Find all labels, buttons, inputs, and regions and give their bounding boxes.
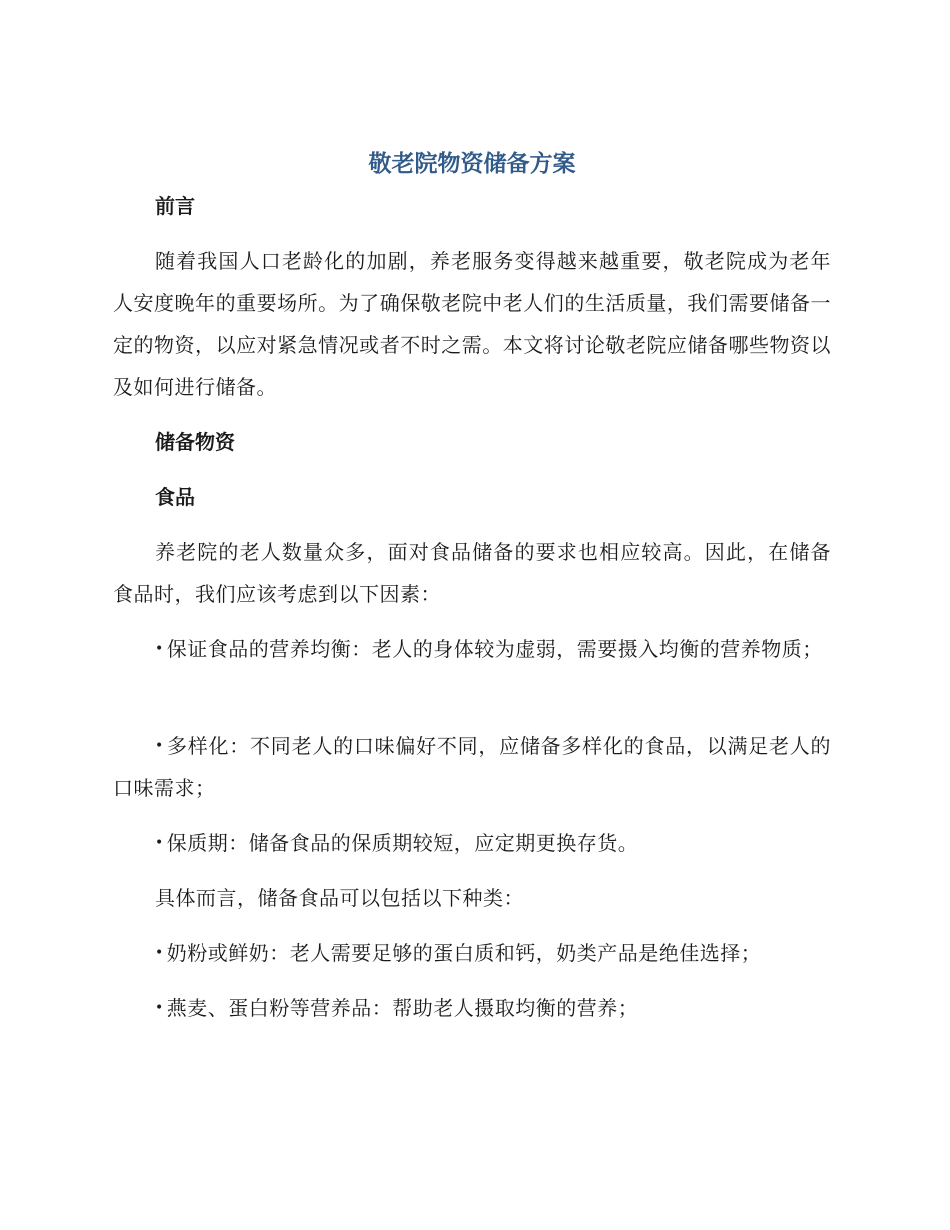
list-item-factor-3	[113, 822, 831, 864]
heading-food: 食品	[155, 485, 195, 509]
list-item-food-type-2	[113, 987, 831, 1029]
bullet-icon: •	[155, 738, 164, 754]
bullet-icon: •	[155, 945, 164, 961]
list-item-factor-2	[113, 725, 831, 809]
list-item-text: 多样化：不同老人的口味偏好不同，应储备多样化的食品，以满足老人的口味需求；	[113, 734, 831, 800]
bullet-icon: •	[155, 641, 164, 657]
paragraph-food-types-intro: 具体而言，储备食品可以包括以下种类：	[155, 886, 524, 910]
paragraph-preface: 随着我国人口老龄化的加剧，养老服务变得越来越重要，敬老院成为老年人安度晚年的重要场所。为了确保敬老院中老人们的生活质量，我们需要储备一定的物资，以应对紧急情况或者不时之需。本文将讨论敬老院应储备哪些物资以及如何进行储备。	[113, 249, 831, 399]
bullet-icon: •	[155, 1000, 164, 1016]
list-item-text: 奶粉或鲜奶：老人需要足够的蛋白质和钙，奶类产品是绝佳选择；	[166, 941, 762, 965]
document-title: 敬老院物资储备方案	[368, 151, 576, 177]
heading-supplies: 储备物资	[155, 430, 235, 454]
list-item-factor-1	[113, 628, 831, 670]
list-item-text: 保证食品的营养均衡：老人的身体较为虚弱，需要摄入均衡的营养物质；	[166, 637, 823, 661]
list-item-text: 保质期：储备食品的保质期较短，应定期更换存货。	[166, 831, 639, 855]
heading-preface: 前言	[155, 194, 195, 218]
list-item-text: 燕麦、蛋白粉等营养品：帮助老人摄取均衡的营养；	[166, 996, 639, 1020]
paragraph-food-intro: 养老院的老人数量众多，面对食品储备的要求也相应较高。因此，在储备食品时，我们应该考虑到以下因素：	[113, 540, 831, 606]
bullet-icon: •	[155, 835, 164, 851]
list-item-food-type-1	[113, 932, 831, 974]
